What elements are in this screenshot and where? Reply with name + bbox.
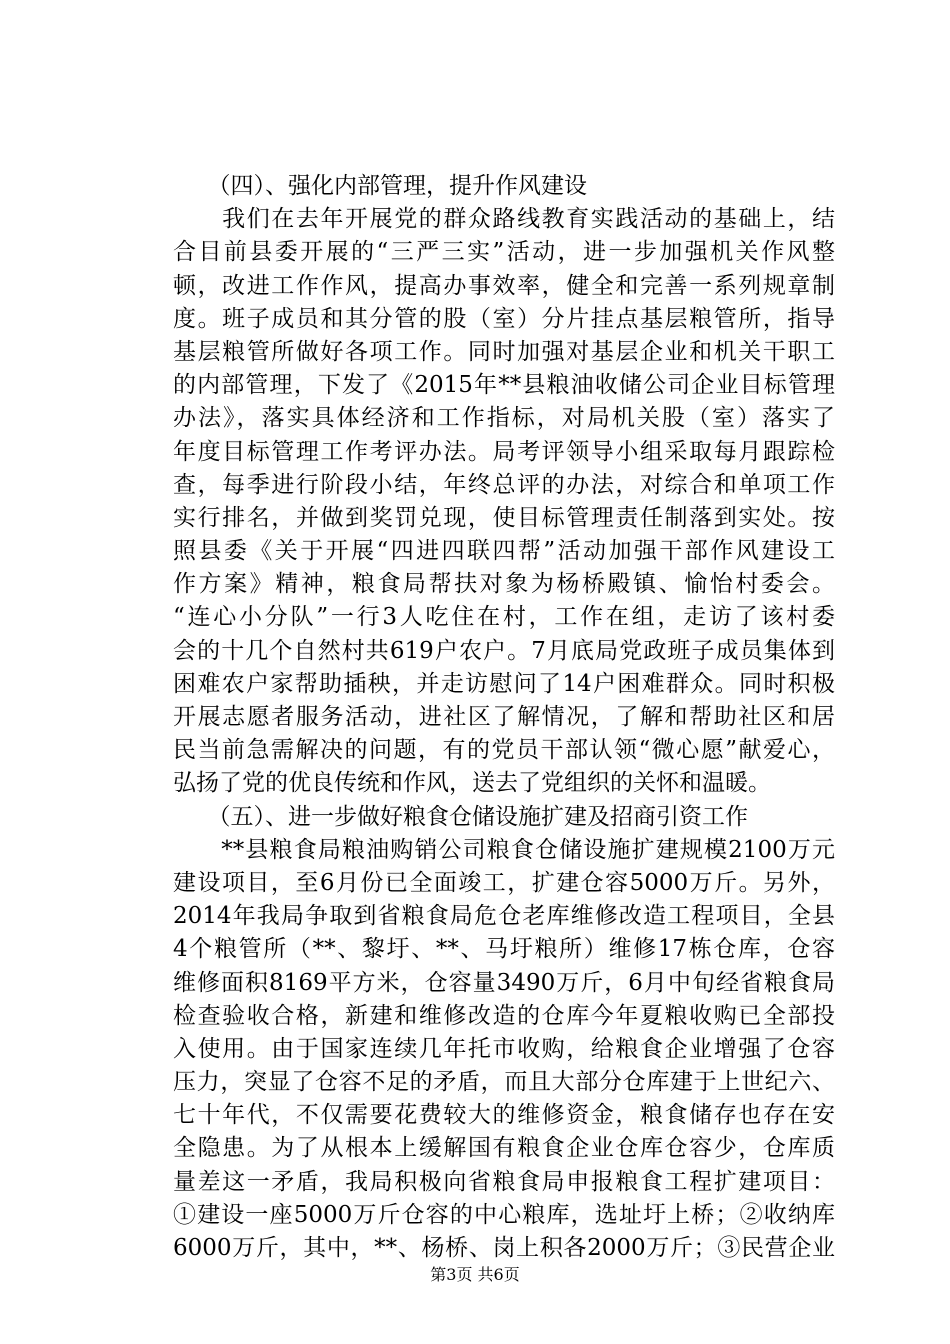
text-line: 4个粮管所（**、黎圩、**、马圩粮所）维修17栋仓库，仓容 [173, 936, 835, 963]
text-line: 顿，改进工作作风，提高办事效率，健全和完善一系列规章制 [173, 272, 835, 299]
text-line: 压力，突显了仓容不足的矛盾，而且大部分仓库建于上世纪六、 [173, 1069, 835, 1096]
text-line: 会的十几个自然村共619户农户。7月底局党政班子成员集体到 [173, 637, 835, 664]
text-line: 量差这一矛盾，我局积极向省粮食局申报粮食工程扩建项目： [173, 1168, 835, 1195]
text-line: 度。班子成员和其分管的股（室）分片挂点基层粮管所，指导 [173, 305, 835, 332]
text-line: 查，每季进行阶段小结，年终总评的办法，对综合和单项工作 [173, 471, 835, 498]
page-footer: 第3页 共6页 [430, 1265, 520, 1284]
text-line: “连心小分队”一行3人吃住在村，工作在组，走访了该村委 [173, 604, 835, 631]
text-line: 作方案》精神，粮食局帮扶对象为杨桥殿镇、愉怡村委会。 [173, 571, 835, 598]
text-line: 6000万斤，其中，**、杨桥、岗上积各2000万斤；③民营企业 [173, 1235, 835, 1261]
text-line: 合目前县委开展的“三严三实”活动，进一步加强机关作风整 [173, 239, 835, 266]
text-line: 基层粮管所做好各项工作。同时加强对基层企业和机关干职工 [173, 338, 835, 365]
text-line: 民当前急需解决的问题，有的党员干部认领“微心愿”献爱心， [173, 737, 835, 764]
text-line: 弘扬了党的优良传统和作风，送去了党组织的关怀和温暖。 [173, 770, 771, 797]
text-line: 2014年我局争取到省粮食局危仓老库维修改造工程项目，全县 [173, 903, 835, 930]
text-line: 检查验收合格，新建和维修改造的仓库今年夏粮收购已全部投 [173, 1002, 835, 1029]
text-line: 困难农户家帮助插秧，并走访慰问了14户困难群众。同时积极 [173, 670, 835, 697]
text-line: 的内部管理，下发了《2015年**县粮油收储公司企业目标管理 [173, 372, 835, 399]
text-line: 年度目标管理工作考评办法。局考评领导小组采取每月跟踪检 [173, 438, 835, 465]
text-line: 全隐患。为了从根本上缓解国有粮食企业仓库仓容少，仓库质 [173, 1135, 835, 1162]
text-line: （五）、进一步做好粮食仓储设施扩建及招商引资工作 [173, 803, 748, 830]
text-line: **县粮食局粮油购销公司粮食仓储设施扩建规模2100万元 [173, 836, 835, 863]
text-line: 实行排名，并做到奖罚兑现，使目标管理责任制落到实处。按 [173, 504, 835, 531]
text-line: 我们在去年开展党的群众路线教育实践活动的基础上，结 [173, 206, 835, 233]
text-line: ①建设一座5000万斤仓容的中心粮库，选址圩上桥；②收纳库 [173, 1201, 835, 1228]
document-body [173, 170, 835, 1265]
text-line: 照县委《关于开展“四进四联四帮”活动加强干部作风建设工 [173, 538, 835, 565]
text-line: 入使用。由于国家连续几年托市收购，给粮食企业增强了仓容 [173, 1035, 835, 1062]
text-line: （四）、强化内部管理，提升作风建设 [173, 173, 587, 199]
text-line: 七十年代，不仅需要花费较大的维修资金，粮食储存也存在安 [173, 1102, 835, 1129]
text-line: 开展志愿者服务活动，进社区了解情况，了解和帮助社区和居 [173, 704, 835, 730]
text-line: 维修面积8169平方米，仓容量3490万斤，6月中旬经省粮食局 [173, 969, 835, 996]
text-line: 办法》，落实具体经济和工作指标，对局机关股（室）落实了 [173, 405, 835, 432]
text-line: 建设项目，至6月份已全面竣工，扩建仓容5000万斤。另外， [173, 869, 835, 896]
